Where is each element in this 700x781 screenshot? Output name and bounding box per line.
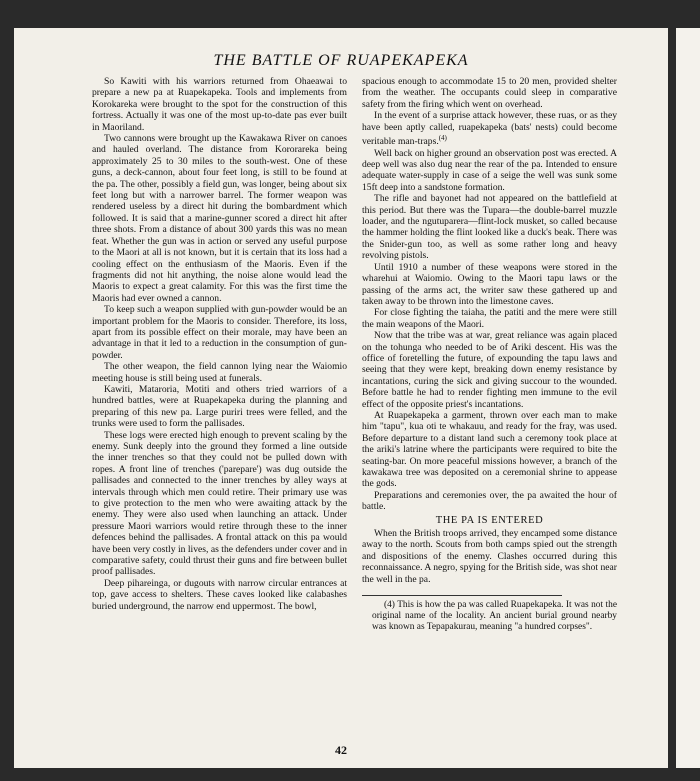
- paragraph: spacious enough to accommodate 15 to 20 men, provided shelter from the weather. The occupants could sleep in comparative safety from the firing which went on overhead.: [362, 76, 617, 110]
- paragraph: Well back on higher ground an observation post was erected. A deep well was also dug near the rear of the pa. Intended to ensure adequate water-supply in case of a seige the well was sunk some 15ft deep into a sandstone formation.: [362, 147, 617, 193]
- footnote-divider: [362, 595, 562, 596]
- paragraph: Preparations and ceremonies over, the pa awaited the hour of battle.: [362, 489, 617, 513]
- paragraph: So Kawiti with his warriors returned from Ohaeawai to prepare a new pa at Ruapekapeka. Tools and implements from Korokareka were brought to the spot for the construction of this fortress. Actually it was one of the most up-to-date pas ever built in Maoriland.: [92, 76, 347, 133]
- paragraph: Until 1910 a number of these weapons were stored in the wharehui at Waiomio. Owing to the Maori tapu laws or the passing of the arms act, the writer saw these gathered up and taken away to be thrown into the limestone caves.: [362, 261, 617, 307]
- paragraph: When the British troops arrived, they encamped some distance away to the north. Scouts from both camps spied out the strength and dispositions of the enemy. Clashes occurred during this reconnaissance. A negro, spying for the British side, was shot near the well in the pa.: [362, 528, 617, 585]
- paragraph: These logs were erected high enough to prevent scaling by the enemy. Sunk deeply into the ground they formed a line outside the inner trenches so that they could not be pulled down with ropes. A front line of trenches ('parepare') was dug outside the pallisades and connected to the inner trenches by alley ways at intervals through which men could retire. Their primary use was to give protection to the men who were awaiting attack by the enemy. They were also used when launching an attack. Under pressure Maori warriors would retire through these to the inner defences behind the pallisades. A frontal attack on this pa would have been very costly in lives, as the defenders under cover and in comparative safety, could thrust their guns and fire between bullet proof pallisades.: [92, 429, 347, 578]
- right-column: [362, 76, 617, 633]
- left-column: [92, 76, 347, 612]
- paragraph: At Ruapekapeka a garment, thrown over each man to make him "tapu", kua oti te whakauu, and ready for the fray, was used. Before departure to a distant land such a ceremony took place at the ariki's latrine where the participants were required to bite the seating-bar. On more peaceful missions however, a branch of the kawakawa tree was deposited on a ceremonial shrine to appease the gods.: [362, 409, 617, 490]
- book-page: [14, 28, 668, 768]
- paragraph: For close fighting the taiaha, the patiti and the mere were still the main weapons of the Maori.: [362, 307, 617, 330]
- paragraph: Deep pihareinga, or dugouts with narrow circular entrances at top, gave access to shelters. These caves looked like calabashes buried underground, the narrow end uppermost. The bowl,: [92, 577, 347, 612]
- page-number: 42: [335, 743, 347, 757]
- paragraph: The rifle and bayonet had not appeared on the battlefield at this period. But there was the Tupara—the double-barrel muzzle loader, and the ngutuparera—flint-lock musket, so called because the hammer holding the flint looked like a duck's beak. There was the Snider-gun too, as well as some rather long and heavy revolving pistols.: [362, 193, 617, 262]
- adjacent-page-edge: [676, 28, 700, 768]
- paragraph: Two cannons were brought up the Kawakawa River on canoes and hauled overland. The distance from Kororareka being approximately 25 to 30 miles to the south-west. One of these guns, a deck-cannon, about four feet long, is still to be found at the pa. The other, possibly a field gun, was longer, being about six feet long but with a narrower barrel. The former weapon was rendered useless by a direct hit during the bombardment which followed. It is said that a marine-gunner scored a direct hit after three shots. From a distance of about 300 yards this was no mean feat. Whether the gun was in action or served any useful purpose to the Maori at all is not known, but it is certain that its loss had a cooling effect on the enthusiasm of the Maoris. Even if the fragments did not hit anything, the noise alone would lead the Maoris to expect a great calamity. For this was the first time the Maoris had ever owned a cannon.: [92, 133, 347, 304]
- paragraph: To keep such a weapon supplied with gun-powder would be an important problem for the Maoris to consider. Therefore, its loss, apart from its possible effect on their morale, may have been an advantage in that it led to a reduction in the consumption of gun-powder.: [92, 304, 347, 361]
- footnote: (4) This is how the pa was called Ruapekapeka. It was not the original name of the locality. An ancient burial ground nearby was known as Tepapakurau, meaning "a hundred corpses".: [372, 600, 617, 633]
- paragraph: [362, 110, 617, 147]
- footnote-reference: (4): [438, 134, 447, 143]
- paragraph: The other weapon, the field cannon lying near the Waiomio meeting house is still being used at funerals.: [92, 361, 347, 384]
- paragraph: Now that the tribe was at war, great reliance was again placed on the tohunga who needed to be of Ariki descent. His was the office of foretelling the future, of expounding the tapu laws and seeing that they were kept, breaking down enemy resistance by incantations, curing the sick and giving succour to the wounded. Before battle he had to render fighting men immune to the evil effect of the opposite priest's incantations.: [362, 330, 617, 410]
- page-title: THE BATTLE OF RUAPEKAPEKA: [213, 52, 469, 69]
- section-heading: THE PA IS ENTERED: [435, 514, 544, 526]
- paragraph: Kawiti, Mataroria, Motiti and others tried warriors of a hundred battles, were at Ruapekapeka during the planning and preparing of this new pa. Large puriri trees were felled, and the trunks were used to form the pallisades.: [92, 383, 347, 430]
- paragraph-text: In the event of a surprise attack however, these ruas, or as they have been aptly called, ruapekapeka (bats' nests) could become veritable man-traps.: [362, 110, 617, 148]
